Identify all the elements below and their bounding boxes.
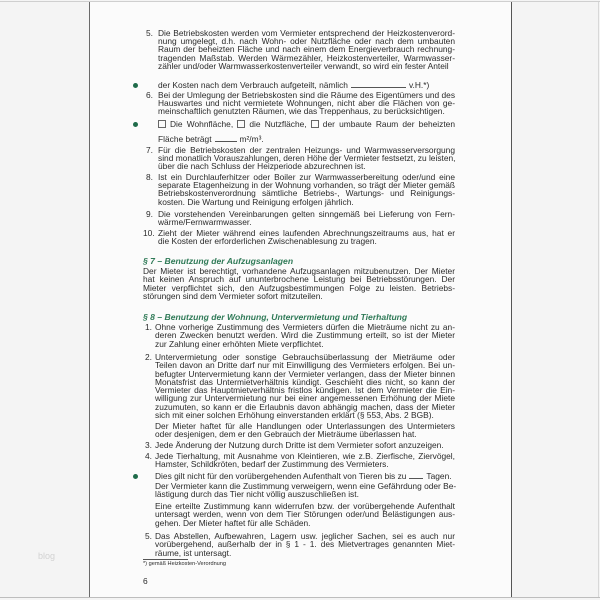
checkbox-label: Die Wohnfläche, xyxy=(170,118,234,129)
item-number: 7. xyxy=(146,144,153,155)
footnote-rule xyxy=(143,559,188,560)
text-line: kosten. Die Wartung und Reinigung erfolgen jährlich. xyxy=(158,196,354,207)
fill-in-blank[interactable] xyxy=(409,472,423,479)
text-line: Jede Änderung der Nutzung durch Dritte ist dem Vermieter sofort anzuzeigen. xyxy=(155,439,444,450)
item-number: 6. xyxy=(146,89,153,100)
text-line: Betriebskostenverordnung sämtliche Betriebs-, Wartungs- und Reinigungs- xyxy=(158,188,455,199)
checkbox-line xyxy=(158,120,455,129)
item-number: 1. xyxy=(145,322,152,333)
text-line: vorübergehend, außerhalb der in § 1 - 1. des Mietvertrages genannten Miet- xyxy=(155,539,455,550)
text-line: Monatsfrist das Untermietverhältnis kündigt. Geschieht dies nicht, so kann der xyxy=(155,376,455,387)
section-heading: § 7 – Benutzung der Aufzugsanlagen xyxy=(143,255,294,266)
text-line: Jede Tierhaltung, mit Ausnahme von Kleintieren, wie z.B. Zierfische, Ziervögel, xyxy=(155,450,455,461)
text-line: Das Abstellen, Aufbewahren, Lagern usw. jeglicher Sachen, sei es auch nur xyxy=(155,531,455,542)
text-line: Mieter verpflichtet sich, den Aufzugsbestimmungen Folge zu leisten. Betriebs- xyxy=(143,282,455,293)
text-line: meinschaftlich genutzten Räumen, wie das Treppenhaus, zu berücksichtigen. xyxy=(158,106,445,116)
text-line: räume, ist untersagt. xyxy=(155,547,232,558)
fill-in-label: Dies gilt nicht für den vorübergehenden Aufenthalt von Tieren bis zu xyxy=(155,471,407,482)
checkbox-label: der umbaute Raum der beheizten xyxy=(322,118,455,129)
text-line: deren Zwecken benutzt werden. Wird die Zustimmung erteilt, so ist der Mieter xyxy=(155,330,455,341)
text-line: lästigung durch das Tier nicht völlig auszuschließen ist. xyxy=(155,489,359,500)
checkbox-label: die Nutzfläche, xyxy=(249,118,307,129)
text-line: separate Etagenheizung in der Wohnung vorhanden, so trägt der Mieter gemäß xyxy=(158,180,455,191)
fill-in-label: Fläche beträgt xyxy=(158,133,212,144)
text-line: nung umgelegt, d.h. nach Wohn- oder Nutzfläche oder nach dem umbauten xyxy=(158,36,455,47)
text-line: die Kosten der erforderlichen Zwischenablesung zu tragen. xyxy=(158,236,377,247)
text-line: Eine erteilte Zustimmung kann widerrufen bzw. der vorübergehende Aufenthalt xyxy=(155,501,455,512)
item-number: 10. xyxy=(143,227,155,238)
text-line: Raum der beheizten Fläche und nach einem dem Energieverbrauch rechnung- xyxy=(158,44,455,55)
text-line: störungen sind dem Vermieter sofort mitzuteilen. xyxy=(143,290,323,301)
text-line: hat keinen Anspruch auf ununterbrochene Leistung bei Betriebsstörungen. Der xyxy=(143,274,455,285)
fill-in-line xyxy=(158,135,264,144)
text-line: gehen. Der Mieter haftet für alle Schäden. xyxy=(155,517,311,528)
footnote: *) gemäß Heizkosten-Verordnung xyxy=(143,561,227,567)
text-line: Hamster, Schildkröten, bedarf der Zustimmung des Vermieters. xyxy=(155,458,389,469)
text-line: Hauswartes und nicht vermietete Wohnungen, nicht aber die Flächen von ge- xyxy=(158,97,455,108)
bullet-icon xyxy=(133,83,138,88)
fill-in-unit: v.H.*) xyxy=(408,79,430,90)
text-line: Teilen davon an Dritte darf nur mit Einwilligung des Vermieters erfolgen. Bei un- xyxy=(155,360,455,371)
text-line: zur Zahlung einer erhöhten Miete verpflichtet. xyxy=(155,338,324,349)
text-line: Zieht der Mieter während eines laufenden Abrechnungszeitraums aus, hat er xyxy=(158,227,455,238)
text-line: befugter Untervermietung kann der Vermieter verlangen, dass der Mieter binnen xyxy=(155,368,455,379)
fill-in-blank[interactable] xyxy=(215,135,237,142)
item-number: 5. xyxy=(145,531,152,542)
text-line: Ist ein Durchlauferhitzer oder Boiler zur Warmwasserbereitung oder/und eine xyxy=(158,171,455,182)
fill-in-unit: m²/m³. xyxy=(239,133,264,144)
right-margin-panel xyxy=(512,2,599,597)
text-line: Der Mieter haftet für alle Handlungen oder Unterlassungen des Untermieters xyxy=(155,421,455,432)
text-line: Für die Betriebskosten der zentralen Heizungs- und Warmwasserversorgung xyxy=(158,144,455,155)
left-margin-panel xyxy=(0,2,90,597)
text-line: wärme/Fernwarmwasser. xyxy=(158,217,252,228)
item-number: 2. xyxy=(145,352,152,363)
page-number: 6 xyxy=(143,576,148,586)
fill-in-line xyxy=(158,81,429,90)
text-line: zähler und/oder Warmwasserkostenverteiler verwandt, so wird ein fester Anteil xyxy=(158,60,449,71)
checkbox[interactable] xyxy=(237,120,245,128)
fill-in-unit: Tagen. xyxy=(426,471,452,482)
bullet-icon xyxy=(133,122,138,127)
text-line: Der Vermieter kann die Zustimmung verweigern, wenn eine Gefährdung oder Be- xyxy=(155,481,457,492)
text-line: Vermieter das Hauptmietverhältnis fristlos kündigen. Ist dem Vermieter die Ein- xyxy=(155,385,455,396)
text-line: willigung zur Untervermietung nur bei einer angemessenen Erhöhung der Miete xyxy=(155,393,455,404)
text-line: Die Betriebskosten werden vom Vermieter entsprechend der Heizkostenverord- xyxy=(158,27,455,38)
text-line: über die nach Schluss der Heizperiode abzurechnen ist. xyxy=(158,161,366,171)
item-number: 3. xyxy=(145,439,152,450)
bottom-border xyxy=(0,597,600,598)
text-line: Die vorstehenden Vereinbarungen gelten sinngemäß bei Lieferung von Fern- xyxy=(158,208,455,219)
text-line: Bei der Umlegung der Betriebskosten sind die Räume des Eigentümers und des xyxy=(158,89,456,100)
text-line: Ohne vorherige Zustimmung des Vermieters dürfen die Mieträume nicht zu an- xyxy=(155,322,455,333)
text-line: sich mit einer solchen Erhöhung einverstanden erklärt (§ 553, Abs. 2 BGB). xyxy=(155,409,434,420)
text-line: tragenden Maßstab. Werden Wärmezähler, Heizkostenverteiler, Warmwasser- xyxy=(158,52,455,63)
item-number: 8. xyxy=(146,171,153,182)
fill-in-line xyxy=(155,472,452,481)
fill-in-blank[interactable] xyxy=(351,81,406,88)
section-heading: § 8 – Benutzung der Wohnung, Untervermietung und Tierhaltung xyxy=(143,311,408,322)
item-number: 5. xyxy=(146,27,153,38)
text-line: Der Mieter ist berechtigt, vorhandene Aufzugsanlagen mitzubenutzen. Der Mieter xyxy=(143,266,455,277)
item-number: 9. xyxy=(146,208,153,219)
item-number: 4. xyxy=(145,450,152,461)
text-line: sind monatlich Vorauszahlungen, deren Höhe der Vermieter festsetzt, zu leisten, xyxy=(158,152,456,163)
text-line: Untervermietung oder sonstige Gebrauchsüberlassung der Mieträume oder xyxy=(155,352,455,363)
fill-in-label: der Kosten nach dem Verbrauch aufgeteilt, nämlich xyxy=(158,79,348,90)
text-line: zuzumuten, so kann er die Erlaubnis davon abhängig machen, dass der Mieter xyxy=(155,401,455,412)
watermark: blog xyxy=(38,551,56,561)
text-line: untersagt werden, wenn von dem Tier Störungen oder/und Belästigungen aus- xyxy=(155,509,455,520)
text-line: oder desjenigen, dem er den Gebrauch der Mieträume überlassen hat. xyxy=(155,429,417,440)
checkbox[interactable] xyxy=(311,120,319,128)
checkbox[interactable] xyxy=(158,120,166,128)
